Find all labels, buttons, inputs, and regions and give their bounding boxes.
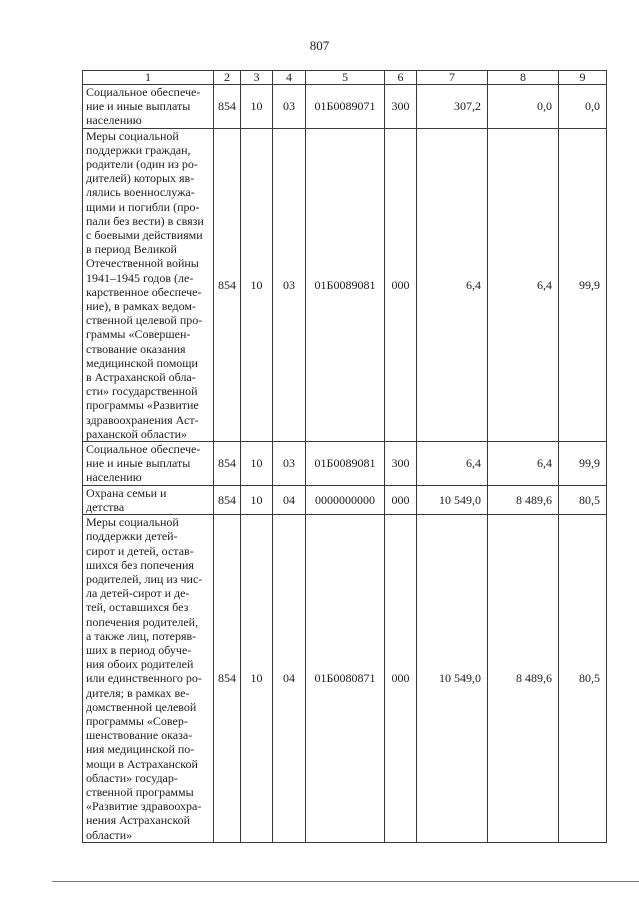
cell-executed-amount: 0,0 bbox=[488, 85, 559, 129]
budget-table bbox=[82, 70, 607, 843]
description-line: медицинской помощи bbox=[86, 355, 198, 370]
description-line: родителей, лиц из чис- bbox=[86, 571, 203, 586]
cell-expense-type: 000 bbox=[385, 515, 417, 843]
bottom-rule bbox=[52, 881, 639, 882]
cell-subsection: 03 bbox=[273, 128, 306, 441]
description-line: программы «Развитие bbox=[86, 398, 199, 413]
description-line: нения Астраханской bbox=[86, 813, 191, 828]
cell-approved-amount: 10 549,0 bbox=[417, 515, 488, 843]
description-line: раханской области» bbox=[86, 426, 187, 441]
cell-expense-type: 300 bbox=[385, 442, 417, 486]
cell-ministry-code: 854 bbox=[214, 485, 241, 514]
cell-target-article: 0000000000 bbox=[306, 485, 385, 514]
description-line: ла детей-сирот и де- bbox=[86, 586, 190, 601]
description-line: с боевыми действиями bbox=[86, 228, 203, 243]
cell-execution-percent: 99,9 bbox=[559, 128, 607, 441]
description-line: 1941–1945 годов (ле- bbox=[86, 270, 194, 285]
description-line: лялись военнослужа- bbox=[86, 185, 195, 200]
description-line: тей, оставшихся без bbox=[86, 600, 189, 615]
cell-description bbox=[83, 485, 214, 514]
header-row bbox=[83, 71, 607, 85]
cell-approved-amount: 6,4 bbox=[417, 128, 488, 441]
description-line: детства bbox=[86, 499, 125, 514]
description-line: в период Великой bbox=[86, 242, 177, 257]
description-line: а также лиц, потеряв- bbox=[86, 628, 197, 643]
table-row bbox=[83, 85, 607, 129]
column-header: 4 bbox=[273, 71, 306, 85]
cell-ministry-code: 854 bbox=[214, 128, 241, 441]
column-header: 7 bbox=[417, 71, 488, 85]
cell-execution-percent: 80,5 bbox=[559, 485, 607, 514]
cell-section: 10 bbox=[241, 442, 273, 486]
cell-execution-percent: 99,9 bbox=[559, 442, 607, 486]
column-header: 2 bbox=[214, 71, 241, 85]
cell-expense-type: 000 bbox=[385, 128, 417, 441]
description-line: поддержки детей- bbox=[86, 529, 178, 544]
description-line: ние и иные выплаты bbox=[86, 99, 191, 114]
column-header: 6 bbox=[385, 71, 417, 85]
page-number: 807 bbox=[309, 38, 330, 53]
table-row bbox=[83, 485, 607, 514]
cell-description bbox=[83, 128, 214, 441]
cell-executed-amount: 8 489,6 bbox=[488, 515, 559, 843]
cell-approved-amount: 307,2 bbox=[417, 85, 488, 129]
table-row bbox=[83, 128, 607, 441]
description-line: дителя; в рамках ве- bbox=[86, 685, 190, 700]
description-line: Охрана семьи и bbox=[86, 485, 167, 500]
cell-executed-amount: 8 489,6 bbox=[488, 485, 559, 514]
cell-ministry-code: 854 bbox=[214, 442, 241, 486]
cell-approved-amount: 6,4 bbox=[417, 442, 488, 486]
description-line: области» государ- bbox=[86, 770, 178, 785]
description-line: ние), в рамках ведом- bbox=[86, 299, 196, 314]
cell-description bbox=[83, 515, 214, 843]
cell-subsection: 03 bbox=[273, 85, 306, 129]
cell-target-article: 01Б0089081 bbox=[306, 128, 385, 441]
description-line: населению bbox=[86, 113, 142, 128]
description-line: домственной целевой bbox=[86, 699, 197, 714]
cell-approved-amount: 10 549,0 bbox=[417, 485, 488, 514]
cell-expense-type: 000 bbox=[385, 485, 417, 514]
description-line: попечения родителей, bbox=[86, 614, 199, 629]
description-line: шенствование оказа- bbox=[86, 728, 193, 743]
cell-subsection: 04 bbox=[273, 485, 306, 514]
description-line: Социальное обеспече- bbox=[86, 85, 201, 99]
column-header: 8 bbox=[488, 71, 559, 85]
description-line: карственное обеспече- bbox=[86, 284, 202, 299]
description-line: родители (один из ро- bbox=[86, 157, 198, 172]
cell-description bbox=[83, 85, 214, 129]
description-line: Меры социальной bbox=[86, 515, 179, 530]
description-line: Социальное обеспече- bbox=[86, 442, 201, 457]
description-line: или единственного ро- bbox=[86, 671, 202, 686]
description-line: сирот и детей, остав- bbox=[86, 543, 194, 558]
column-header: 3 bbox=[241, 71, 273, 85]
column-header: 1 bbox=[83, 71, 214, 85]
column-header: 5 bbox=[306, 71, 385, 85]
description-line: мощи в Астраханской bbox=[86, 756, 198, 771]
description-line: здравоохранения Аст- bbox=[86, 412, 199, 427]
cell-subsection: 03 bbox=[273, 442, 306, 486]
description-line: Отечественной войны bbox=[86, 256, 199, 271]
description-line: пали без вести) в связи bbox=[86, 213, 204, 228]
description-line: ствование оказания bbox=[86, 341, 186, 356]
table-row bbox=[83, 442, 607, 486]
cell-target-article: 01Б0089071 bbox=[306, 85, 385, 129]
description-line: сти» государственной bbox=[86, 384, 198, 399]
description-line: шихся без попечения bbox=[86, 557, 194, 572]
cell-execution-percent: 80,5 bbox=[559, 515, 607, 843]
cell-ministry-code: 854 bbox=[214, 515, 241, 843]
cell-expense-type: 300 bbox=[385, 85, 417, 129]
description-line: поддержки граждан, bbox=[86, 142, 191, 157]
table-row bbox=[83, 515, 607, 843]
description-line: «Развитие здравоохра- bbox=[86, 799, 202, 814]
description-line: дителей) которых яв- bbox=[86, 171, 195, 186]
description-line: щими и погибли (про- bbox=[86, 199, 200, 214]
description-line: ние и иные выплаты bbox=[86, 456, 191, 471]
description-line: Меры социальной bbox=[86, 128, 179, 143]
description-line: населению bbox=[86, 470, 142, 485]
description-line: области» bbox=[86, 827, 133, 842]
cell-description bbox=[83, 442, 214, 486]
cell-section: 10 bbox=[241, 85, 273, 129]
description-line: в Астраханской обла- bbox=[86, 370, 196, 385]
cell-execution-percent: 0,0 bbox=[559, 85, 607, 129]
cell-section: 10 bbox=[241, 485, 273, 514]
description-line: граммы «Совершен- bbox=[86, 327, 191, 342]
cell-target-article: 01Б0080871 bbox=[306, 515, 385, 843]
cell-section: 10 bbox=[241, 515, 273, 843]
description-line: ственной программы bbox=[86, 784, 194, 799]
cell-ministry-code: 854 bbox=[214, 85, 241, 129]
cell-section: 10 bbox=[241, 128, 273, 441]
cell-target-article: 01Б0089081 bbox=[306, 442, 385, 486]
cell-executed-amount: 6,4 bbox=[488, 442, 559, 486]
cell-subsection: 04 bbox=[273, 515, 306, 843]
description-line: ственной целевой про- bbox=[86, 313, 203, 328]
description-line: программы «Совер- bbox=[86, 713, 188, 728]
description-line: ших в период обуче- bbox=[86, 642, 192, 657]
description-line: ния обоих родителей bbox=[86, 657, 194, 672]
cell-executed-amount: 6,4 bbox=[488, 128, 559, 441]
column-header: 9 bbox=[559, 71, 607, 85]
description-line: ния медицинской по- bbox=[86, 742, 195, 757]
